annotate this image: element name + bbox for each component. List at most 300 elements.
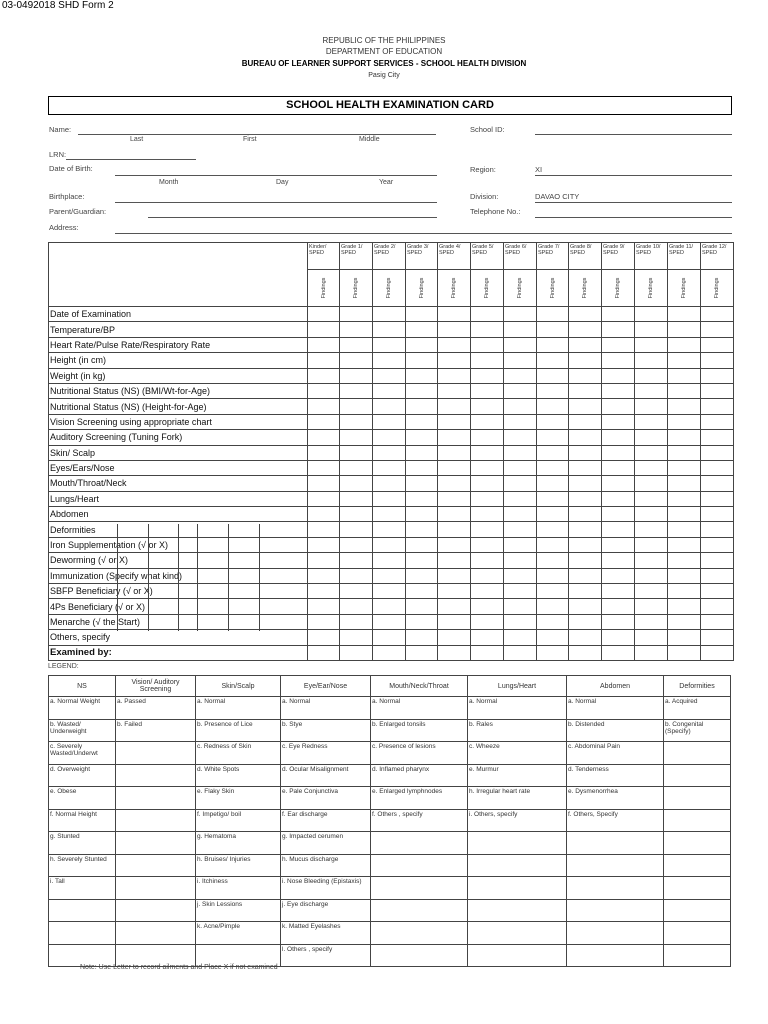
- name-field[interactable]: [78, 134, 436, 135]
- exam-cell[interactable]: [569, 322, 602, 337]
- exam-cell[interactable]: [406, 322, 438, 337]
- exam-cell[interactable]: [406, 307, 438, 322]
- exam-cell[interactable]: [569, 368, 602, 383]
- exam-cell[interactable]: [471, 491, 504, 506]
- exam-cell[interactable]: [373, 614, 406, 629]
- exam-cell[interactable]: [373, 414, 406, 429]
- exam-cell[interactable]: [406, 337, 438, 352]
- exam-cell[interactable]: [373, 630, 406, 645]
- exam-cell[interactable]: [308, 630, 340, 645]
- exam-cell[interactable]: [537, 368, 569, 383]
- exam-cell[interactable]: [373, 430, 406, 445]
- exam-cell[interactable]: [668, 599, 701, 614]
- exam-cell[interactable]: [471, 337, 504, 352]
- examiner-cell[interactable]: [635, 645, 668, 660]
- exam-cell[interactable]: [602, 553, 635, 568]
- exam-cell[interactable]: [308, 460, 340, 475]
- exam-cell[interactable]: [438, 599, 471, 614]
- exam-cell[interactable]: [373, 553, 406, 568]
- examiner-cell[interactable]: [308, 645, 340, 660]
- exam-cell[interactable]: [668, 507, 701, 522]
- exam-cell[interactable]: [373, 491, 406, 506]
- exam-cell[interactable]: [471, 368, 504, 383]
- examiner-cell[interactable]: [668, 645, 701, 660]
- exam-cell[interactable]: [602, 537, 635, 552]
- lrn-field[interactable]: [66, 159, 196, 160]
- exam-cell[interactable]: [471, 445, 504, 460]
- exam-cell[interactable]: [308, 337, 340, 352]
- region-field[interactable]: [535, 175, 732, 176]
- exam-cell[interactable]: [602, 476, 635, 491]
- exam-cell[interactable]: [668, 368, 701, 383]
- exam-cell[interactable]: [373, 322, 406, 337]
- exam-cell[interactable]: [471, 353, 504, 368]
- exam-cell[interactable]: [537, 522, 569, 537]
- exam-cell[interactable]: [569, 491, 602, 506]
- exam-cell[interactable]: [701, 476, 734, 491]
- exam-cell[interactable]: [635, 614, 668, 629]
- exam-cell[interactable]: [504, 568, 537, 583]
- exam-cell[interactable]: [340, 614, 373, 629]
- exam-cell[interactable]: [537, 507, 569, 522]
- exam-cell[interactable]: [471, 568, 504, 583]
- exam-cell[interactable]: [308, 584, 340, 599]
- exam-cell[interactable]: [635, 476, 668, 491]
- exam-cell[interactable]: [406, 430, 438, 445]
- exam-cell[interactable]: [635, 599, 668, 614]
- exam-cell[interactable]: [308, 353, 340, 368]
- exam-cell[interactable]: [471, 599, 504, 614]
- division-field[interactable]: [535, 202, 732, 203]
- exam-cell[interactable]: [340, 553, 373, 568]
- exam-cell[interactable]: [308, 414, 340, 429]
- exam-cell[interactable]: [569, 430, 602, 445]
- exam-cell[interactable]: [471, 399, 504, 414]
- exam-cell[interactable]: [340, 584, 373, 599]
- exam-cell[interactable]: [504, 584, 537, 599]
- exam-cell[interactable]: [537, 599, 569, 614]
- exam-cell[interactable]: [373, 537, 406, 552]
- exam-cell[interactable]: [504, 507, 537, 522]
- exam-cell[interactable]: [438, 460, 471, 475]
- exam-cell[interactable]: [471, 553, 504, 568]
- exam-cell[interactable]: [602, 322, 635, 337]
- exam-cell[interactable]: [602, 445, 635, 460]
- exam-cell[interactable]: [438, 307, 471, 322]
- exam-cell[interactable]: [504, 476, 537, 491]
- exam-cell[interactable]: [569, 599, 602, 614]
- exam-cell[interactable]: [406, 537, 438, 552]
- exam-cell[interactable]: [471, 476, 504, 491]
- exam-cell[interactable]: [668, 537, 701, 552]
- exam-cell[interactable]: [635, 630, 668, 645]
- exam-cell[interactable]: [635, 322, 668, 337]
- exam-cell[interactable]: [406, 599, 438, 614]
- exam-cell[interactable]: [504, 368, 537, 383]
- exam-cell[interactable]: [438, 414, 471, 429]
- exam-cell[interactable]: [569, 584, 602, 599]
- exam-cell[interactable]: [635, 553, 668, 568]
- exam-cell[interactable]: [701, 414, 734, 429]
- examiner-cell[interactable]: [504, 645, 537, 660]
- exam-cell[interactable]: [406, 507, 438, 522]
- exam-cell[interactable]: [406, 584, 438, 599]
- exam-cell[interactable]: [308, 507, 340, 522]
- exam-cell[interactable]: [537, 614, 569, 629]
- exam-cell[interactable]: [602, 430, 635, 445]
- exam-cell[interactable]: [438, 368, 471, 383]
- exam-cell[interactable]: [340, 368, 373, 383]
- exam-cell[interactable]: [406, 568, 438, 583]
- exam-cell[interactable]: [308, 568, 340, 583]
- examiner-cell[interactable]: [340, 645, 373, 660]
- exam-cell[interactable]: [406, 553, 438, 568]
- exam-cell[interactable]: [438, 630, 471, 645]
- exam-cell[interactable]: [308, 430, 340, 445]
- exam-cell[interactable]: [701, 430, 734, 445]
- exam-cell[interactable]: [471, 430, 504, 445]
- exam-cell[interactable]: [701, 353, 734, 368]
- exam-cell[interactable]: [340, 430, 373, 445]
- exam-cell[interactable]: [504, 430, 537, 445]
- exam-cell[interactable]: [471, 460, 504, 475]
- exam-cell[interactable]: [504, 460, 537, 475]
- exam-cell[interactable]: [471, 322, 504, 337]
- exam-cell[interactable]: [602, 630, 635, 645]
- exam-cell[interactable]: [438, 445, 471, 460]
- exam-cell[interactable]: [668, 476, 701, 491]
- exam-cell[interactable]: [701, 322, 734, 337]
- exam-cell[interactable]: [373, 507, 406, 522]
- exam-cell[interactable]: [373, 599, 406, 614]
- exam-cell[interactable]: [406, 368, 438, 383]
- exam-cell[interactable]: [537, 307, 569, 322]
- exam-cell[interactable]: [602, 614, 635, 629]
- exam-cell[interactable]: [340, 337, 373, 352]
- exam-cell[interactable]: [668, 383, 701, 398]
- exam-cell[interactable]: [308, 599, 340, 614]
- exam-cell[interactable]: [569, 553, 602, 568]
- exam-cell[interactable]: [668, 322, 701, 337]
- exam-cell[interactable]: [308, 368, 340, 383]
- exam-cell[interactable]: [701, 337, 734, 352]
- exam-cell[interactable]: [701, 460, 734, 475]
- exam-cell[interactable]: [701, 491, 734, 506]
- exam-cell[interactable]: [504, 553, 537, 568]
- exam-cell[interactable]: [438, 322, 471, 337]
- exam-cell[interactable]: [602, 368, 635, 383]
- exam-cell[interactable]: [537, 491, 569, 506]
- exam-cell[interactable]: [373, 353, 406, 368]
- exam-cell[interactable]: [602, 522, 635, 537]
- exam-cell[interactable]: [701, 553, 734, 568]
- exam-cell[interactable]: [635, 414, 668, 429]
- exam-cell[interactable]: [471, 537, 504, 552]
- exam-cell[interactable]: [701, 537, 734, 552]
- exam-cell[interactable]: [668, 307, 701, 322]
- exam-cell[interactable]: [569, 630, 602, 645]
- examiner-cell[interactable]: [438, 645, 471, 660]
- exam-cell[interactable]: [340, 476, 373, 491]
- exam-cell[interactable]: [569, 537, 602, 552]
- exam-cell[interactable]: [471, 522, 504, 537]
- exam-cell[interactable]: [537, 553, 569, 568]
- exam-cell[interactable]: [308, 537, 340, 552]
- exam-cell[interactable]: [635, 522, 668, 537]
- exam-cell[interactable]: [569, 353, 602, 368]
- exam-cell[interactable]: [668, 614, 701, 629]
- exam-cell[interactable]: [340, 322, 373, 337]
- exam-cell[interactable]: [471, 584, 504, 599]
- exam-cell[interactable]: [635, 491, 668, 506]
- exam-cell[interactable]: [602, 584, 635, 599]
- exam-cell[interactable]: [537, 476, 569, 491]
- exam-cell[interactable]: [504, 399, 537, 414]
- exam-cell[interactable]: [668, 460, 701, 475]
- examiner-cell[interactable]: [373, 645, 406, 660]
- exam-cell[interactable]: [340, 414, 373, 429]
- exam-cell[interactable]: [340, 399, 373, 414]
- exam-cell[interactable]: [602, 460, 635, 475]
- exam-cell[interactable]: [471, 630, 504, 645]
- exam-cell[interactable]: [373, 584, 406, 599]
- exam-cell[interactable]: [438, 430, 471, 445]
- exam-cell[interactable]: [537, 584, 569, 599]
- exam-cell[interactable]: [569, 568, 602, 583]
- exam-cell[interactable]: [504, 337, 537, 352]
- exam-cell[interactable]: [668, 553, 701, 568]
- exam-cell[interactable]: [373, 337, 406, 352]
- exam-cell[interactable]: [569, 460, 602, 475]
- exam-cell[interactable]: [438, 383, 471, 398]
- exam-cell[interactable]: [668, 445, 701, 460]
- exam-cell[interactable]: [406, 399, 438, 414]
- exam-cell[interactable]: [569, 476, 602, 491]
- exam-cell[interactable]: [373, 307, 406, 322]
- exam-cell[interactable]: [308, 491, 340, 506]
- exam-cell[interactable]: [438, 522, 471, 537]
- exam-cell[interactable]: [569, 614, 602, 629]
- exam-cell[interactable]: [406, 522, 438, 537]
- exam-cell[interactable]: [537, 383, 569, 398]
- exam-cell[interactable]: [537, 322, 569, 337]
- exam-cell[interactable]: [308, 383, 340, 398]
- exam-cell[interactable]: [373, 368, 406, 383]
- school-id-field[interactable]: [535, 134, 732, 135]
- exam-cell[interactable]: [308, 322, 340, 337]
- exam-cell[interactable]: [569, 507, 602, 522]
- exam-cell[interactable]: [635, 507, 668, 522]
- exam-cell[interactable]: [438, 476, 471, 491]
- exam-cell[interactable]: [406, 445, 438, 460]
- exam-cell[interactable]: [635, 460, 668, 475]
- examiner-cell[interactable]: [471, 645, 504, 660]
- exam-cell[interactable]: [373, 460, 406, 475]
- exam-cell[interactable]: [537, 430, 569, 445]
- exam-cell[interactable]: [635, 337, 668, 352]
- exam-cell[interactable]: [504, 353, 537, 368]
- exam-cell[interactable]: [373, 445, 406, 460]
- exam-cell[interactable]: [373, 568, 406, 583]
- exam-cell[interactable]: [701, 383, 734, 398]
- exam-cell[interactable]: [602, 383, 635, 398]
- exam-cell[interactable]: [701, 630, 734, 645]
- exam-cell[interactable]: [504, 537, 537, 552]
- exam-cell[interactable]: [537, 414, 569, 429]
- exam-cell[interactable]: [406, 460, 438, 475]
- exam-cell[interactable]: [569, 399, 602, 414]
- exam-cell[interactable]: [438, 584, 471, 599]
- exam-cell[interactable]: [340, 383, 373, 398]
- examiner-cell[interactable]: [701, 645, 734, 660]
- exam-cell[interactable]: [635, 430, 668, 445]
- exam-cell[interactable]: [701, 584, 734, 599]
- exam-cell[interactable]: [635, 353, 668, 368]
- exam-cell[interactable]: [373, 383, 406, 398]
- exam-cell[interactable]: [635, 568, 668, 583]
- exam-cell[interactable]: [340, 507, 373, 522]
- exam-cell[interactable]: [701, 399, 734, 414]
- exam-cell[interactable]: [373, 476, 406, 491]
- exam-cell[interactable]: [438, 568, 471, 583]
- exam-cell[interactable]: [602, 507, 635, 522]
- exam-cell[interactable]: [569, 522, 602, 537]
- exam-cell[interactable]: [504, 307, 537, 322]
- exam-cell[interactable]: [504, 322, 537, 337]
- exam-cell[interactable]: [373, 522, 406, 537]
- examiner-cell[interactable]: [406, 645, 438, 660]
- exam-cell[interactable]: [635, 307, 668, 322]
- exam-cell[interactable]: [340, 568, 373, 583]
- exam-cell[interactable]: [308, 307, 340, 322]
- exam-cell[interactable]: [569, 307, 602, 322]
- exam-cell[interactable]: [504, 630, 537, 645]
- exam-cell[interactable]: [537, 399, 569, 414]
- exam-cell[interactable]: [471, 614, 504, 629]
- exam-cell[interactable]: [340, 630, 373, 645]
- exam-cell[interactable]: [635, 445, 668, 460]
- exam-cell[interactable]: [471, 307, 504, 322]
- exam-cell[interactable]: [668, 568, 701, 583]
- exam-cell[interactable]: [504, 522, 537, 537]
- exam-cell[interactable]: [438, 353, 471, 368]
- exam-cell[interactable]: [504, 383, 537, 398]
- examiner-cell[interactable]: [602, 645, 635, 660]
- exam-cell[interactable]: [602, 307, 635, 322]
- exam-cell[interactable]: [668, 522, 701, 537]
- exam-cell[interactable]: [701, 445, 734, 460]
- examiner-cell[interactable]: [569, 645, 602, 660]
- exam-cell[interactable]: [504, 414, 537, 429]
- address-field[interactable]: [115, 233, 732, 234]
- exam-cell[interactable]: [701, 568, 734, 583]
- exam-cell[interactable]: [537, 445, 569, 460]
- guardian-field[interactable]: [148, 217, 437, 218]
- telephone-field[interactable]: [535, 217, 732, 218]
- exam-cell[interactable]: [635, 584, 668, 599]
- exam-cell[interactable]: [438, 507, 471, 522]
- exam-cell[interactable]: [701, 368, 734, 383]
- exam-cell[interactable]: [340, 460, 373, 475]
- exam-cell[interactable]: [406, 383, 438, 398]
- exam-cell[interactable]: [308, 399, 340, 414]
- exam-cell[interactable]: [438, 537, 471, 552]
- exam-cell[interactable]: [537, 460, 569, 475]
- exam-cell[interactable]: [701, 307, 734, 322]
- exam-cell[interactable]: [635, 399, 668, 414]
- exam-cell[interactable]: [308, 614, 340, 629]
- exam-cell[interactable]: [635, 383, 668, 398]
- exam-cell[interactable]: [668, 337, 701, 352]
- exam-cell[interactable]: [537, 630, 569, 645]
- exam-cell[interactable]: [602, 353, 635, 368]
- exam-cell[interactable]: [438, 553, 471, 568]
- exam-cell[interactable]: [569, 383, 602, 398]
- exam-cell[interactable]: [668, 630, 701, 645]
- exam-cell[interactable]: [340, 353, 373, 368]
- exam-cell[interactable]: [373, 399, 406, 414]
- exam-cell[interactable]: [340, 307, 373, 322]
- exam-cell[interactable]: [602, 491, 635, 506]
- exam-cell[interactable]: [471, 383, 504, 398]
- exam-cell[interactable]: [569, 337, 602, 352]
- exam-cell[interactable]: [438, 614, 471, 629]
- exam-cell[interactable]: [635, 368, 668, 383]
- examiner-cell[interactable]: [537, 645, 569, 660]
- exam-cell[interactable]: [602, 568, 635, 583]
- exam-cell[interactable]: [668, 399, 701, 414]
- exam-cell[interactable]: [602, 414, 635, 429]
- exam-cell[interactable]: [471, 507, 504, 522]
- exam-cell[interactable]: [537, 537, 569, 552]
- exam-cell[interactable]: [504, 491, 537, 506]
- exam-cell[interactable]: [406, 630, 438, 645]
- exam-cell[interactable]: [668, 430, 701, 445]
- exam-cell[interactable]: [406, 614, 438, 629]
- exam-cell[interactable]: [668, 414, 701, 429]
- exam-cell[interactable]: [569, 414, 602, 429]
- exam-cell[interactable]: [504, 445, 537, 460]
- exam-cell[interactable]: [406, 414, 438, 429]
- exam-cell[interactable]: [438, 337, 471, 352]
- birthplace-field[interactable]: [115, 202, 437, 203]
- exam-cell[interactable]: [308, 445, 340, 460]
- exam-cell[interactable]: [340, 522, 373, 537]
- exam-cell[interactable]: [308, 522, 340, 537]
- exam-cell[interactable]: [471, 414, 504, 429]
- exam-cell[interactable]: [537, 337, 569, 352]
- exam-cell[interactable]: [701, 614, 734, 629]
- exam-cell[interactable]: [340, 491, 373, 506]
- exam-cell[interactable]: [406, 476, 438, 491]
- exam-cell[interactable]: [406, 491, 438, 506]
- exam-cell[interactable]: [537, 568, 569, 583]
- exam-cell[interactable]: [340, 445, 373, 460]
- exam-cell[interactable]: [504, 614, 537, 629]
- exam-cell[interactable]: [308, 553, 340, 568]
- exam-cell[interactable]: [701, 599, 734, 614]
- exam-cell[interactable]: [438, 399, 471, 414]
- exam-cell[interactable]: [504, 599, 537, 614]
- exam-cell[interactable]: [668, 584, 701, 599]
- exam-cell[interactable]: [701, 507, 734, 522]
- exam-cell[interactable]: [701, 522, 734, 537]
- exam-cell[interactable]: [602, 599, 635, 614]
- exam-cell[interactable]: [569, 445, 602, 460]
- exam-cell[interactable]: [438, 491, 471, 506]
- exam-cell[interactable]: [602, 399, 635, 414]
- exam-cell[interactable]: [668, 491, 701, 506]
